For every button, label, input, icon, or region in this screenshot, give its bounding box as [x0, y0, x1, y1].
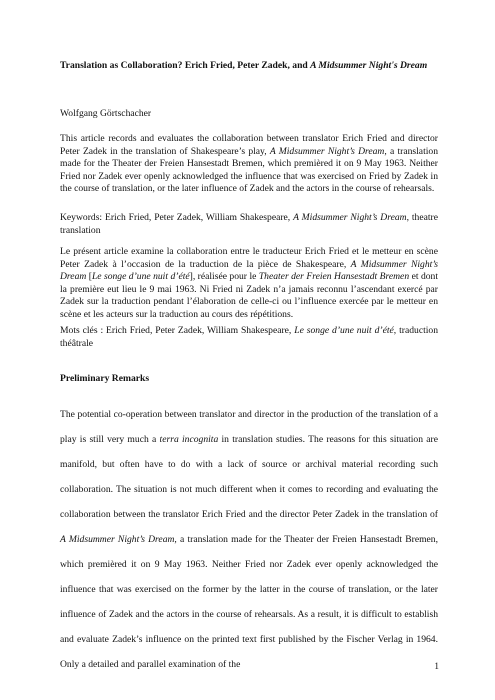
- keywords-english: Keywords: Erich Fried, Peter Zadek, William Shakespeare, A Midsummer Night’s Dream, theatre translation: [60, 212, 438, 236]
- abstract-french: Le présent article examine la collaboration entre le traducteur Erich Fried et le metteur en scène Peter Zadek à l’occasion de la traduction de la pièce de Shakespeare, A Midsummer Night’s Dream [Le songe d’une nuit d’été], réalisée pour le Theater der Freien Hansestadt Bremen et dont la première eut lieu le 9 mai 1963. Ni Fried ni Zadek n’a jamais reconnu l’ascendant exercé par Zadek sur la traduction pendant l’élaboration de celle-ci ou l’influence exercée par le metteur en scène et les acteurs sur la traduction au cours des répétitions.: [60, 246, 438, 320]
- author-name: Wolfgang Görtschacher: [60, 108, 152, 119]
- article-title: [60, 52, 438, 79]
- section-heading: Preliminary Remarks: [60, 373, 150, 384]
- title-text: Translation as Collaboration? Erich Fried, Peter Zadek, and: [60, 60, 311, 71]
- page-number: 1: [434, 661, 439, 671]
- keywords-french: Mots clés : Erich Fried, Peter Zadek, William Shakespeare, Le songe d’une nuit d’été, traduction théâtrale: [60, 325, 438, 349]
- body-paragraph: The potential co-operation between translator and director in the production of the translation of a play is still very much a terra incognita in translation studies. The reasons for this situation are manifold, but often have to do with a lack of source or archival material recording such collaboration. The situation is not much different when it comes to recording and evaluating the collaboration between the translator Erich Fried and the director Peter Zadek in the translation of A Midsummer Night’s Dream, a translation made for the Theater der Freien Hansestadt Bremen, which premièred it on 9 May 1963. Neither Fried nor Zadek ever openly acknowledged the influence that was exercised on the former by the latter in the course of translation, or the later influence of Zadek and the actors in the course of rehearsals. As a result, it is difficult to establish and evaluate Zadek’s influence on the printed text first published by the Fischer Verlag in 1964. Only a detailed and parallel examination of the: [60, 409, 438, 670]
- abstract-english: This article records and evaluates the collaboration between translator Erich Fried and director Peter Zadek in the translation of Shakespeare’s play, A Midsummer Night’s Dream, a translation made for the Theater der Freien Hansestadt Bremen, which premièred it on 9 May 1963. Neither Fried nor Zadek ever openly acknowledged the influence that was exercised on Fried by Zadek in the course of translation, or the later influence of Zadek and the actors in the course of rehearsals.: [60, 133, 438, 194]
- title-work: A Midsummer Night's Dream: [310, 60, 428, 71]
